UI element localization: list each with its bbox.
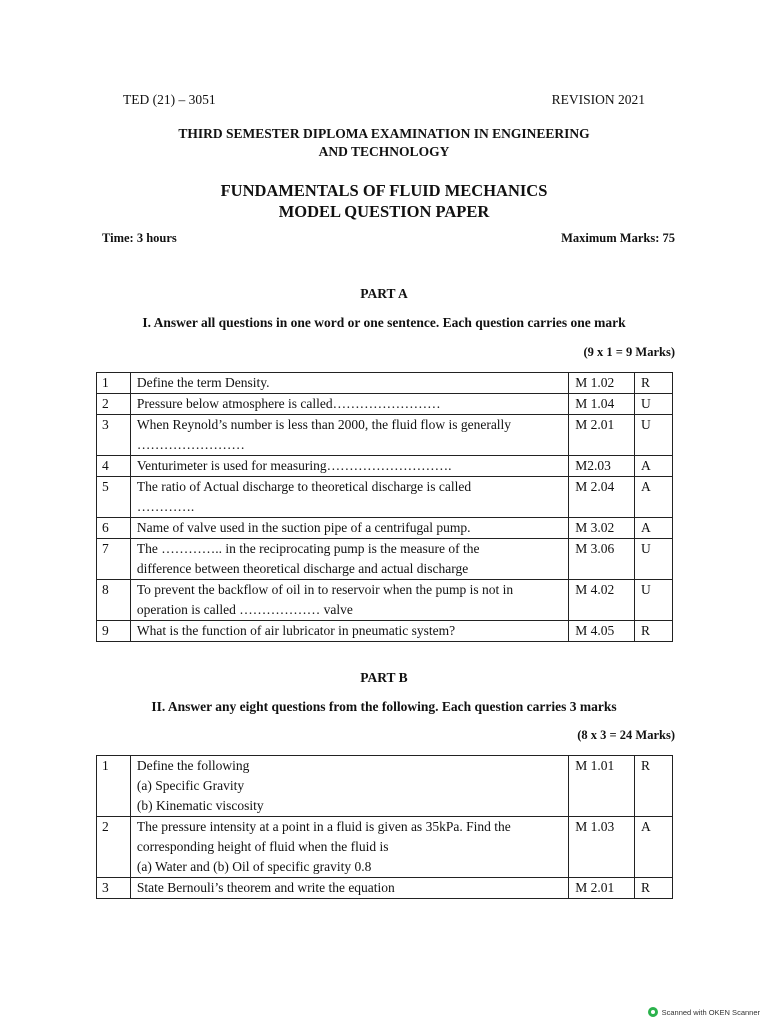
question-number: 8 xyxy=(97,580,131,621)
question-text xyxy=(130,477,568,518)
table-row xyxy=(97,518,673,539)
module-code: M 2.04 xyxy=(569,477,635,518)
question-line: Define the following xyxy=(136,758,250,773)
module-code: M 2.01 xyxy=(569,878,635,899)
table-row xyxy=(97,539,673,580)
scanner-text: Scanned with OKEN Scanner xyxy=(661,1007,760,1017)
table-row xyxy=(97,415,673,456)
question-text xyxy=(130,817,568,878)
question-number: 6 xyxy=(97,518,131,539)
question-number: 1 xyxy=(97,373,131,394)
module-code: M 2.01 xyxy=(569,415,635,456)
table-row xyxy=(97,373,673,394)
question-line: Name of valve used in the suction pipe of a centrifugal pump. xyxy=(136,520,471,535)
table-row xyxy=(97,580,673,621)
cognitive-level: A xyxy=(634,456,672,477)
question-number: 5 xyxy=(97,477,131,518)
question-number: 7 xyxy=(97,539,131,580)
module-code: M 1.03 xyxy=(569,817,635,878)
question-line: The ratio of Actual discharge to theoretical discharge is called xyxy=(136,479,472,494)
part-a-title: PART A xyxy=(360,286,408,301)
part-b-instruction: II. Answer any eight questions from the following. Each question carries 3 marks xyxy=(151,699,617,714)
table-row xyxy=(97,477,673,518)
question-number: 2 xyxy=(97,817,131,878)
paper-code: TED (21) – 3051 xyxy=(123,92,216,107)
module-code: M 3.02 xyxy=(569,518,635,539)
module-code: M2.03 xyxy=(569,456,635,477)
exam-title xyxy=(0,125,768,161)
question-text xyxy=(130,456,568,477)
table-row xyxy=(97,817,673,878)
part-b-title: PART B xyxy=(360,670,408,685)
scanner-logo-icon xyxy=(648,1007,658,1017)
question-line: The pressure intensity at a point in a fluid is given as 35kPa. Find the xyxy=(136,819,511,834)
module-code: M 1.01 xyxy=(569,756,635,817)
cognitive-level: U xyxy=(634,415,672,456)
question-line: Define the term Density. xyxy=(136,375,270,390)
question-number: 9 xyxy=(97,621,131,642)
cognitive-level: U xyxy=(634,394,672,415)
exam-title-line2: AND TECHNOLOGY xyxy=(318,144,450,159)
module-code: M 1.02 xyxy=(569,373,635,394)
question-line: What is the function of air lubricator in pneumatic system? xyxy=(136,623,456,638)
question-number: 3 xyxy=(97,878,131,899)
question-text xyxy=(130,878,568,899)
cognitive-level: A xyxy=(634,518,672,539)
module-code: M 4.02 xyxy=(569,580,635,621)
question-text xyxy=(130,539,568,580)
question-line: To prevent the backflow of oil in to reservoir when the pump is not in xyxy=(136,582,514,597)
question-text xyxy=(130,373,568,394)
cognitive-level: A xyxy=(634,817,672,878)
part-a-marks: (9 x 1 = 9 Marks) xyxy=(583,345,675,359)
question-line: …………. xyxy=(136,499,195,514)
table-row xyxy=(97,756,673,817)
cognitive-level: U xyxy=(634,580,672,621)
cognitive-level: R xyxy=(634,621,672,642)
table-row xyxy=(97,878,673,899)
table-row xyxy=(97,394,673,415)
cognitive-level: U xyxy=(634,539,672,580)
module-code: M 4.05 xyxy=(569,621,635,642)
question-number: 3 xyxy=(97,415,131,456)
question-line: Venturimeter is used for measuring………………………. xyxy=(136,458,452,473)
cognitive-level: R xyxy=(634,373,672,394)
module-code: M 3.06 xyxy=(569,539,635,580)
question-number: 4 xyxy=(97,456,131,477)
part-b-table xyxy=(96,755,673,899)
part-a-table-body xyxy=(97,373,673,642)
question-text xyxy=(130,756,568,817)
part-b-table-body xyxy=(97,756,673,899)
subject-title xyxy=(0,180,768,222)
question-number: 1 xyxy=(97,756,131,817)
paper-type: MODEL QUESTION PAPER xyxy=(278,202,490,221)
question-text xyxy=(130,580,568,621)
cognitive-level: A xyxy=(634,477,672,518)
question-text xyxy=(130,415,568,456)
question-line: operation is called ……………… valve xyxy=(136,602,353,617)
question-line: …………………… xyxy=(136,437,245,452)
subject-name: FUNDAMENTALS OF FLUID MECHANICS xyxy=(220,181,548,200)
question-line: difference between theoretical discharge and actual discharge xyxy=(136,561,469,576)
part-b-marks: (8 x 3 = 24 Marks) xyxy=(577,728,675,742)
question-line: When Reynold’s number is less than 2000, the fluid flow is generally xyxy=(136,417,512,432)
question-line: State Bernouli’s theorem and write the equation xyxy=(136,880,395,895)
cognitive-level: R xyxy=(634,756,672,817)
cognitive-level: R xyxy=(634,878,672,899)
scanner-watermark xyxy=(648,1007,760,1017)
question-text xyxy=(130,518,568,539)
question-line: (b) Kinematic viscosity xyxy=(136,798,264,813)
time-label: Time: 3 hours xyxy=(102,231,177,245)
question-number: 2 xyxy=(97,394,131,415)
table-row xyxy=(97,456,673,477)
question-line: Pressure below atmosphere is called…………………… xyxy=(136,396,441,411)
revision-label: REVISION 2021 xyxy=(551,92,645,107)
max-marks-label: Maximum Marks: 75 xyxy=(561,231,675,245)
module-code: M 1.04 xyxy=(569,394,635,415)
part-a-instruction: I. Answer all questions in one word or one sentence. Each question carries one mark xyxy=(142,315,626,330)
question-line: (a) Water and (b) Oil of specific gravity 0.8 xyxy=(136,859,372,874)
part-a-table xyxy=(96,372,673,642)
exam-title-line1: THIRD SEMESTER DIPLOMA EXAMINATION IN ENGINEERING xyxy=(178,126,590,141)
question-text xyxy=(130,621,568,642)
question-line: The ………….. in the reciprocating pump is the measure of the xyxy=(136,541,480,556)
question-line: corresponding height of fluid when the fluid is xyxy=(136,839,389,854)
question-text xyxy=(130,394,568,415)
question-line: (a) Specific Gravity xyxy=(136,778,245,793)
table-row xyxy=(97,621,673,642)
